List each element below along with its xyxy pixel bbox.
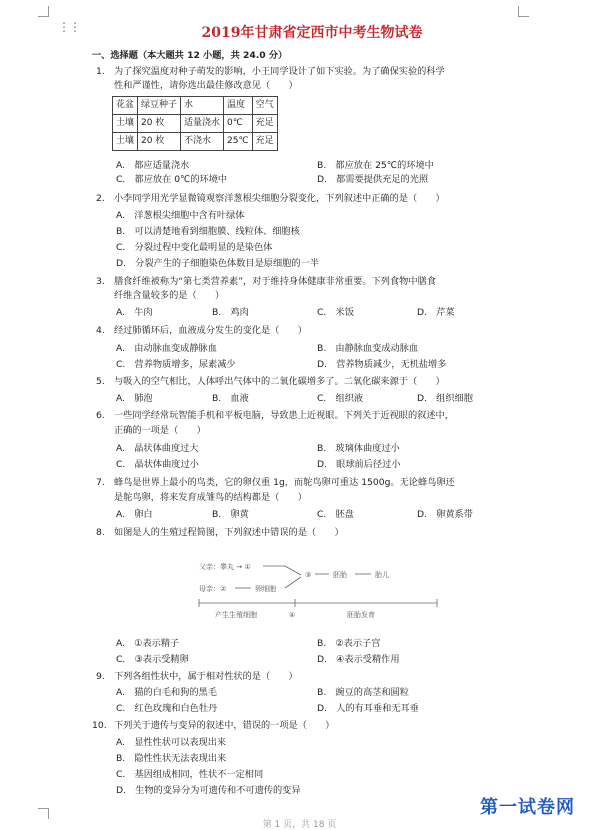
fertilization-number: ④ (289, 611, 296, 619)
question-number: 3. (96, 276, 105, 287)
question-text: 与吸入的空气相比，人体呼出气体中的二氧化碳增多了。二氧化碳来源于（ ） (114, 376, 445, 387)
question-text: 性和严谨性，请你选出最佳修改意见（ ） (114, 80, 298, 91)
option-d: D. 眼球前后径过小 (317, 459, 401, 470)
option-c: C. 晶状体曲度过小 (116, 459, 199, 470)
page-title: 2019年甘肃省定西市中考生物试卷 (201, 25, 423, 41)
table-cell: 充足 (252, 133, 277, 151)
option-a: A. 显性性状可以表现出来 (116, 737, 227, 748)
option-a: A. 肺泡 (116, 393, 153, 404)
table-cell: 花盆 (113, 97, 138, 115)
option-b: B. 卵黄 (212, 509, 249, 520)
egg-label: 卵细胞 (255, 585, 276, 593)
option-c: C. ③表示受精卵 (116, 654, 189, 665)
reproduction-diagram (197, 555, 447, 629)
question-text: 膳食纤维被称为“第七类营养素”，对于维持身体健康非常重要。下列食物中膳食 (114, 276, 436, 287)
option-c: C. 营养物质增多，尿素减少 (116, 359, 236, 370)
stage-development-label: 胚胎发育 (347, 611, 375, 619)
option-b: B. 鸡肉 (212, 307, 249, 318)
section-heading: 一、选择题（本大题共 12 小题，共 24.0 分） (92, 50, 288, 61)
question-number: 5. (96, 376, 105, 387)
option-b: B. 豌豆的高茎和圆粒 (317, 687, 409, 698)
option-d: D. 营养物质减少，无机盐增多 (317, 359, 447, 370)
table-cell: 绿豆种子 (138, 97, 181, 115)
table-cell: 土壤 (113, 115, 138, 133)
option-c: C. 分裂过程中变化最明显的是染色体 (116, 242, 273, 253)
option-a: A. 晶状体曲度过大 (116, 443, 199, 454)
question-number: 6. (96, 410, 105, 421)
option-d: D. 卵黄系带 (417, 509, 473, 520)
question-number: 8. (96, 527, 105, 538)
option-d: D. ④表示受精作用 (317, 654, 400, 665)
table-cell: 20 枚 (138, 133, 181, 151)
table-cell: 空气 (252, 97, 277, 115)
option-c: C. 胚盘 (317, 509, 354, 520)
option-a: A. 猫的白毛和狗的黑毛 (116, 687, 217, 698)
mother-label: 母亲：② (199, 585, 227, 593)
option-a: A. 都应适量浇水 (116, 160, 190, 171)
table-cell: 土壤 (113, 133, 138, 151)
drag-handle-icon[interactable]: ⋮⋮ (58, 20, 80, 34)
table-cell: 充足 (252, 115, 277, 133)
question-text: 为了探究温度对种子萌发的影响，小王同学设计了如下实验。为了确保实验的科学 (114, 66, 445, 77)
option-b: B. 玻璃体曲度过小 (317, 443, 400, 454)
question-text: 经过肺循环后，血液成分发生的变化是（ ） (114, 325, 307, 336)
option-c: C. 基因组成相同，性状不一定相同 (116, 769, 264, 780)
embryo-label: 胚胎 (333, 571, 347, 579)
table-cell: 水 (181, 97, 224, 115)
option-b: B. 都应放在 25℃的环境中 (317, 160, 434, 171)
stage-gametes-label: 产生生殖细胞 (215, 611, 257, 619)
option-d: D. 都需要提供充足的光照 (317, 174, 429, 185)
option-d: D. 分裂产生的子细胞染色体数目是原细胞的一半 (116, 258, 319, 269)
option-a: A. 牛肉 (116, 307, 153, 318)
question-text: 蜂鸟是世界上最小的鸟类，它的卵仅重 1g，而鸵鸟卵可重达 1500g。无论蜂鸟卵还 (114, 477, 455, 488)
option-b: B. 由静脉血变成动脉血 (317, 343, 419, 354)
question-number: 7. (96, 477, 105, 488)
table-cell: 20 枚 (138, 115, 181, 133)
table-cell: 不浇水 (181, 133, 224, 151)
table-cell: 0℃ (224, 115, 253, 133)
option-b: B. 血液 (212, 393, 249, 404)
site-watermark-logo: 第一试卷网 (480, 797, 575, 818)
question-number: 4. (96, 325, 105, 336)
option-c: C. 红色玫瑰和白色牡丹 (116, 703, 218, 714)
option-b: B. 隐性性状无法表现出来 (116, 753, 227, 764)
question-number: 2. (96, 193, 105, 204)
table-cell: 适量浇水 (181, 115, 224, 133)
option-d: D. 人的有耳垂和无耳垂 (317, 703, 419, 714)
option-c: C. 米饭 (317, 307, 354, 318)
crop-mark-top-right (518, 6, 529, 17)
option-d: D. 芹菜 (417, 307, 455, 318)
option-a: A. 洋葱根尖细胞中含有叶绿体 (116, 210, 245, 221)
option-b: B. 可以清楚地看到细胞膜、线粒体、细胞核 (116, 226, 300, 237)
father-label: 父亲：睾丸 → ① (199, 563, 251, 571)
table-cell: 25℃ (224, 133, 253, 151)
question-text: 小李同学用光学显微镜观察洋葱根尖细胞分裂变化，下列叙述中正确的是（ ） (114, 193, 445, 204)
option-a: A. ①表示精子 (116, 638, 180, 649)
fetus-label: 胎儿 (375, 571, 389, 579)
experiment-table (112, 96, 278, 151)
question-number: 9. (96, 671, 105, 682)
option-c: C. 都应放在 0℃的环境中 (116, 174, 228, 185)
option-d: D. 生物的变异分为可遗传和不可遗传的变异 (116, 785, 301, 796)
option-b: B. ②表示子宫 (317, 638, 381, 649)
option-d: D. 组织细胞 (417, 393, 473, 404)
table-cell: 温度 (224, 97, 253, 115)
crop-mark-top-left (38, 6, 49, 17)
page-footer: 第 1 页，共 18 页 (262, 820, 337, 830)
question-text: 一些同学经常玩智能手机和平板电脑，导致患上近视眼。下列关于近视眼的叙述中， (114, 410, 454, 421)
option-a: A. 由动脉血变成静脉血 (116, 343, 217, 354)
question-text: 下列各组性状中，属于相对性状的是（ ） (114, 671, 298, 682)
option-a: A. 卵白 (116, 509, 153, 520)
question-text: 下列关于遗传与变异的叙述中，错误的一项是（ ） (114, 720, 335, 731)
question-text: 正确的一项是（ ） (114, 425, 206, 436)
zygote-number: ③ (305, 571, 312, 579)
question-text: 纤维含量较多的是（ ） (114, 290, 225, 301)
question-text: 如图是人的生殖过程简图，下列叙述中错误的是（ ） (114, 527, 344, 538)
question-number: 10. (92, 720, 107, 731)
option-c: C. 组织液 (317, 393, 364, 404)
question-text: 是鸵鸟卵，将来发育成雏鸟的结构都是（ ） (114, 492, 307, 503)
question-number: 1. (96, 66, 105, 77)
